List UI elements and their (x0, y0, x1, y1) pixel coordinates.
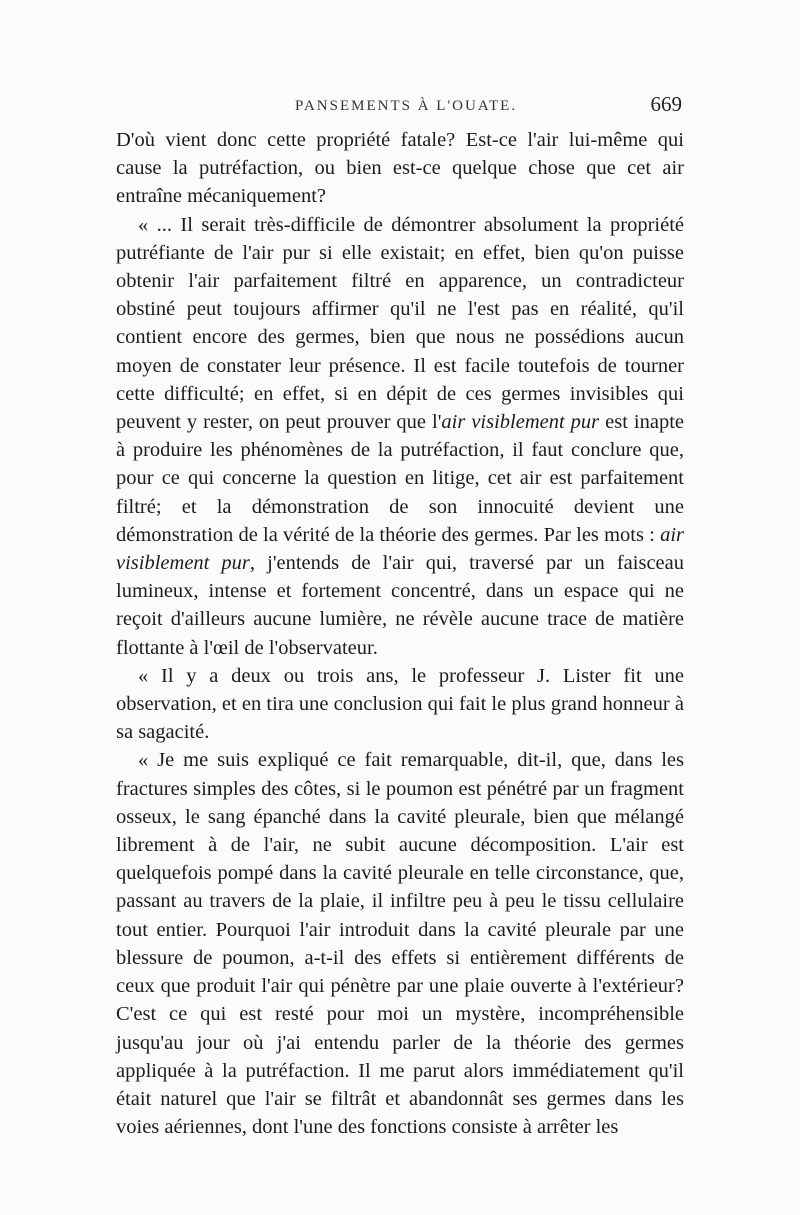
text-run: « ... Il serait très-difficile de démontrer absolument la propriété putréfiante de l'air pur si elle existait; en effet, bien qu'on puisse obtenir l'air parfaitement filtré en apparence, un contradicteur obstiné peut toujours affirmer qu'il ne l'est pas en réalité, qu'il contient encore des germes, bien que nous ne possédions aucun moyen de constater leur présence. Il est facile toutefois de tourner cette difficulté; en effet, si en dépit de ces germes invisibles qui peuvent y rester, on peut prouver que l' (116, 213, 684, 434)
text-run: est inapte à produire les phénomènes de la putréfaction, il faut conclure que, pour ce qui concerne la question en litige, cet air est parfaitement filtré; et la démonstration de son innocuité devient une démonstration de la vérité de la théorie des germes. Par les mots : (116, 411, 684, 546)
running-title: PANSEMENTS À L'OUATE. (295, 98, 518, 114)
text-run: , j'entends de l'air qui, traversé par un faisceau lumineux, intense et fortement concentré, dans un espace qui ne reçoit d'ailleurs aucune lumière, ne révèle aucune trace de matière flottante à l'œil de l'observateur. (116, 552, 685, 659)
italic-phrase: air visiblement pur (441, 411, 600, 434)
body-text (116, 126, 684, 1141)
paragraph (116, 662, 684, 747)
text-run: D'où vient donc cette propriété fatale? Est-ce l'air lui-même qui cause la putréfaction, ou bien est-ce quelque chose que cet air entraîne mécaniquement? (116, 129, 684, 208)
paragraph (116, 211, 684, 662)
paragraph (116, 126, 684, 211)
running-header (0, 92, 800, 126)
text-run: « Je me suis expliqué ce fait remarquable, dit-il, que, dans les fractures simples des côtes, si le poumon est pénétré par un fragment osseux, le sang épanché dans la cavité pleurale, bien que mélangé librement à de l'air, ne subit aucune décomposition. L'air est quelquefois pompé dans la cavité pleurale en telle circonstance, que, passant au travers de la plaie, il infiltre peu à peu le tissu cellulaire tout entier. Pourquoi l'air introduit dans la cavité pleurale par une blessure de poumon, a-t-il des effets si entièrement différents de ceux que produit l'air qui pénètre par une plaie ouverte à l'extérieur? C'est ce qui est resté pour moi un mystère, incompréhensible jusqu'au jour où j'ai entendu parler de la théorie des germes appliquée à la putréfaction. Il me parut alors immédiatement qu'il était naturel que l'air se filtrât et abandonnât ses germes dans les voies aériennes, dont l'une des fonctions consiste à arrêter les (116, 749, 684, 1139)
page-number: 669 (650, 92, 682, 116)
italic-phrase: air visiblement pur (116, 523, 684, 575)
paragraph (116, 746, 684, 1141)
text-run: « Il y a deux ou trois ans, le professeur J. Lister fit une observation, et en tira une conclusion qui fait le plus grand honneur à sa sagacité. (116, 664, 684, 744)
